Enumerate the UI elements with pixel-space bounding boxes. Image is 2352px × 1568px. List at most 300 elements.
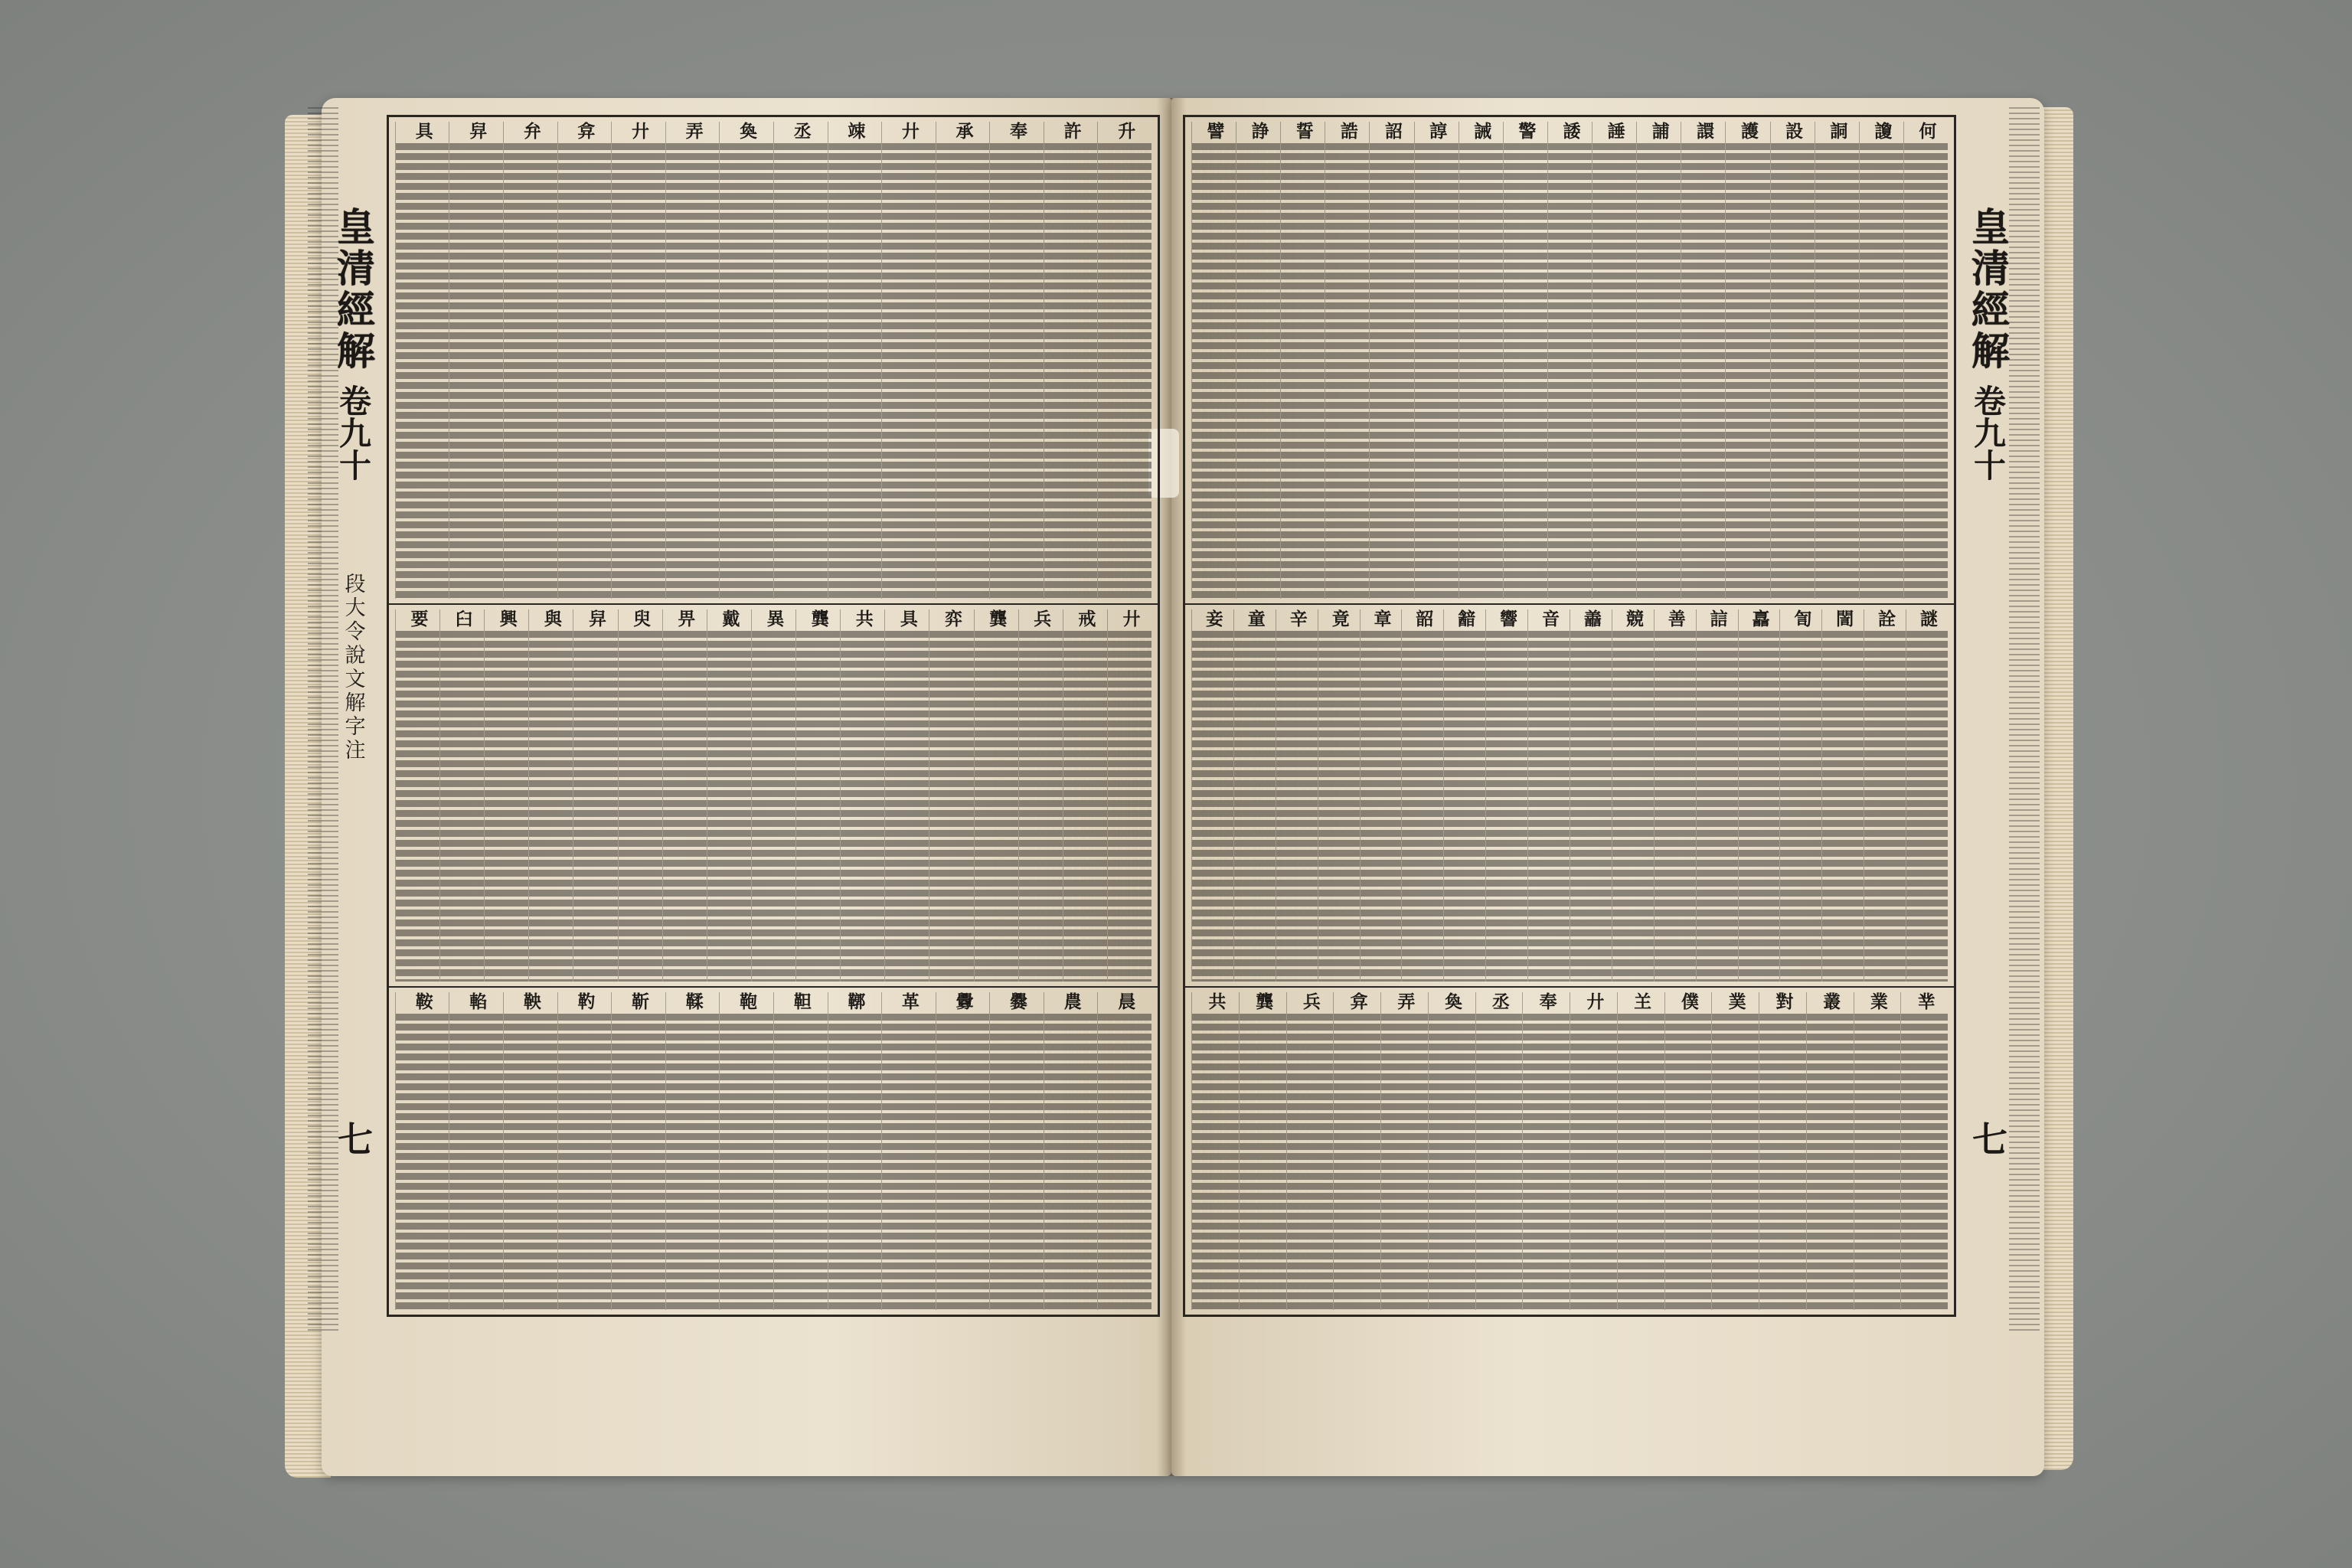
commentary-text — [1681, 143, 1725, 599]
headword: 許 — [1060, 122, 1082, 140]
text-column — [1485, 609, 1527, 982]
text-column — [1681, 122, 1725, 599]
left-text-frame — [387, 115, 1160, 1317]
commentary-text — [720, 143, 773, 599]
commentary-text — [558, 143, 612, 599]
commentary-text — [882, 1014, 936, 1310]
text-column — [1725, 122, 1769, 599]
headword: 兵 — [1031, 609, 1052, 628]
headword: 晨 — [1115, 992, 1136, 1011]
text-column — [1443, 609, 1485, 982]
right-text-frame — [1183, 115, 1956, 1317]
commentary-text — [1807, 1014, 1854, 1310]
text-band-upper — [1185, 117, 1954, 603]
headword: 竦 — [844, 122, 866, 140]
headword: 誡 — [1471, 122, 1492, 140]
text-column — [1333, 992, 1380, 1310]
right-margin-header — [1960, 115, 2015, 1317]
text-column — [989, 992, 1044, 1310]
text-column — [884, 609, 929, 982]
commentary-text — [1739, 631, 1780, 982]
text-band-middle — [389, 603, 1158, 986]
commentary-text — [1504, 143, 1547, 599]
text-column — [1503, 122, 1547, 599]
commentary-text — [1759, 1014, 1806, 1310]
commentary-text — [1637, 143, 1681, 599]
headword: 弄 — [682, 122, 704, 140]
headword: 龔 — [808, 609, 829, 628]
commentary-text — [612, 143, 665, 599]
text-column — [1236, 122, 1280, 599]
headword: 諉 — [1560, 122, 1581, 140]
headword: 奐 — [1442, 992, 1463, 1011]
commentary-text — [449, 143, 503, 599]
commentary-text — [666, 1014, 720, 1310]
commentary-text — [1276, 631, 1318, 982]
text-column — [1547, 122, 1592, 599]
headword: 靮 — [574, 992, 596, 1011]
headword: 鞣 — [682, 992, 704, 1011]
text-column — [665, 122, 720, 599]
commentary-text — [1236, 143, 1280, 599]
text-column — [618, 609, 662, 982]
headword: 弁 — [520, 122, 541, 140]
text-column — [484, 609, 528, 982]
text-column — [1711, 992, 1759, 1310]
commentary-text — [774, 143, 828, 599]
commentary-text — [612, 1014, 665, 1310]
headword: 警 — [1515, 122, 1537, 140]
text-column — [449, 992, 503, 1310]
headword: 龔 — [1253, 992, 1274, 1011]
commentary-text — [1281, 143, 1325, 599]
commentary-text — [1780, 631, 1821, 982]
commentary-text — [975, 631, 1018, 982]
commentary-text — [1318, 631, 1360, 982]
text-column — [1527, 609, 1570, 982]
text-column — [662, 609, 707, 982]
commentary-text — [1429, 1014, 1475, 1310]
commentary-text — [440, 631, 484, 982]
text-column — [929, 609, 973, 982]
text-column — [1903, 122, 1948, 599]
text-column — [1821, 609, 1864, 982]
headword: 具 — [897, 609, 918, 628]
commentary-text — [1370, 143, 1413, 599]
commentary-text — [1459, 143, 1503, 599]
headword: 諈 — [1604, 122, 1625, 140]
commentary-text — [1822, 631, 1864, 982]
commentary-text — [1815, 143, 1859, 599]
commentary-text — [1334, 1014, 1380, 1310]
text-column — [1276, 609, 1318, 982]
commentary-text — [619, 631, 662, 982]
left-margin-header — [325, 115, 381, 1317]
headword: 舁 — [585, 609, 606, 628]
commentary-text — [1381, 1014, 1428, 1310]
headword: 承 — [952, 122, 974, 140]
commentary-text — [1612, 631, 1654, 982]
volume-label: 卷九十 — [1969, 384, 2007, 481]
commentary-text — [1771, 143, 1815, 599]
headword: 丞 — [790, 122, 812, 140]
commentary-text — [1864, 631, 1906, 982]
text-column — [395, 992, 449, 1310]
text-column — [1859, 122, 1903, 599]
headword: 章 — [1370, 609, 1392, 628]
commentary-text — [774, 1014, 828, 1310]
text-column — [840, 609, 884, 982]
headword: 共 — [852, 609, 874, 628]
headword: 廾 — [1583, 992, 1605, 1011]
headword: 臾 — [630, 609, 652, 628]
book-title: 皇清經解 — [1965, 207, 2011, 372]
commentary-text — [1415, 143, 1459, 599]
headword: 廾 — [898, 122, 920, 140]
headword: 異 — [763, 609, 785, 628]
commentary-text — [990, 143, 1044, 599]
commentary-text — [1618, 1014, 1664, 1310]
headword: 釁 — [952, 992, 974, 1011]
headword: 讂 — [1871, 122, 1893, 140]
headword: 韽 — [1455, 609, 1476, 628]
commentary-text — [529, 631, 573, 982]
headword: 弄 — [1394, 992, 1416, 1011]
text-column — [557, 122, 612, 599]
text-column — [1401, 609, 1443, 982]
text-column — [1380, 992, 1428, 1310]
headword: 叢 — [1820, 992, 1841, 1011]
text-column — [611, 122, 665, 599]
text-column — [1233, 609, 1276, 982]
headword: 詷 — [1827, 122, 1848, 140]
commentary-text — [796, 631, 840, 982]
headword: 何 — [1916, 122, 1937, 140]
headword: 𦍌 — [1631, 992, 1652, 1011]
commentary-text — [1044, 1014, 1098, 1310]
commentary-text — [929, 631, 973, 982]
text-column — [439, 609, 484, 982]
commentary-text — [1548, 143, 1592, 599]
text-column — [1779, 609, 1821, 982]
text-column — [1428, 992, 1475, 1310]
text-column — [503, 122, 557, 599]
text-column — [1414, 122, 1459, 599]
headword: 升 — [1115, 122, 1136, 140]
headword: 菐 — [1725, 992, 1746, 1011]
text-column — [989, 122, 1044, 599]
commentary-text — [1192, 631, 1233, 982]
text-column — [449, 122, 503, 599]
text-column — [1044, 122, 1098, 599]
commentary-text — [1098, 1014, 1152, 1310]
commentary-text — [1901, 1014, 1948, 1310]
headword: 弇 — [574, 122, 596, 140]
commentary-text — [573, 631, 617, 982]
commentary-text — [663, 631, 707, 982]
text-column — [1806, 992, 1854, 1310]
headword: 響 — [1497, 609, 1518, 628]
text-column — [395, 122, 449, 599]
book-title: 皇清經解 — [331, 207, 376, 372]
commentary-text — [396, 1014, 449, 1310]
headword: 辛 — [1286, 609, 1308, 628]
text-column — [828, 122, 882, 599]
volume-label: 卷九十 — [335, 384, 372, 481]
commentary-text — [1655, 631, 1696, 982]
headword: 設 — [1782, 122, 1804, 140]
headword: 興 — [496, 609, 518, 628]
text-column — [1107, 609, 1152, 982]
headword: 弇 — [1347, 992, 1368, 1011]
text-column — [1612, 609, 1654, 982]
headword: 臼 — [452, 609, 473, 628]
headword: 靳 — [629, 992, 649, 1011]
headword: 譱 — [1580, 609, 1602, 628]
commentary-text — [1570, 1014, 1617, 1310]
headword: 僕 — [1677, 992, 1699, 1011]
headword: 詮 — [1875, 609, 1896, 628]
text-column — [1696, 609, 1738, 982]
text-band-middle — [1185, 603, 1954, 986]
headword: 妾 — [1202, 609, 1223, 628]
commentary-text — [1108, 631, 1152, 982]
text-column — [795, 609, 840, 982]
commentary-text — [1860, 143, 1903, 599]
headword: 農 — [1060, 992, 1082, 1011]
text-column — [1097, 122, 1152, 599]
headword: 音 — [1539, 609, 1560, 628]
commentary-text — [396, 631, 439, 982]
headword: 譬 — [1204, 122, 1225, 140]
text-column — [1475, 992, 1523, 1310]
headword: 鞍 — [412, 992, 433, 1011]
commentary-text — [1570, 631, 1612, 982]
headword: 龔 — [986, 609, 1008, 628]
headword: 畀 — [675, 609, 696, 628]
text-column — [1280, 122, 1325, 599]
commentary-text — [1697, 631, 1738, 982]
commentary-text — [1904, 143, 1948, 599]
commentary-text — [1287, 1014, 1334, 1310]
text-column — [1191, 609, 1233, 982]
commentary-text — [1528, 631, 1570, 982]
text-column — [1654, 609, 1696, 982]
headword: 詔 — [1381, 122, 1403, 140]
headword: 弈 — [941, 609, 962, 628]
commentary-text — [504, 143, 557, 599]
text-column — [503, 992, 557, 1310]
commentary-text — [1044, 143, 1098, 599]
text-column — [1854, 992, 1901, 1310]
commentary-text — [1192, 1014, 1239, 1310]
commentary-text — [504, 1014, 557, 1310]
headword: 業 — [1867, 992, 1888, 1011]
page-number: 七 — [332, 1121, 374, 1156]
commentary-text — [1098, 143, 1152, 599]
text-column — [1325, 122, 1369, 599]
headword: 具 — [412, 122, 433, 140]
text-column — [1664, 992, 1712, 1310]
text-column — [1636, 122, 1681, 599]
text-column — [936, 992, 990, 1310]
headword: 譞 — [1693, 122, 1714, 140]
commentary-text — [828, 1014, 882, 1310]
headword: 誩 — [1707, 609, 1728, 628]
headword: 靼 — [790, 992, 812, 1011]
headword: 誓 — [1292, 122, 1314, 140]
commentary-text — [1063, 631, 1107, 982]
headword: 舁 — [466, 122, 488, 140]
headword: 善 — [1664, 609, 1686, 628]
commentary-text — [1486, 631, 1527, 982]
headword: 廾 — [629, 122, 649, 140]
headword: 戴 — [719, 609, 740, 628]
text-column — [1900, 992, 1948, 1310]
commentary-text — [1726, 143, 1769, 599]
headword: 輡 — [466, 992, 488, 1011]
text-column — [1815, 122, 1859, 599]
commentary-text — [936, 143, 990, 599]
text-column — [1592, 122, 1636, 599]
headword: 爨 — [1007, 992, 1028, 1011]
commentary-text — [720, 1014, 773, 1310]
headword: 竟 — [1328, 609, 1350, 628]
commentary-text — [841, 631, 884, 982]
commentary-text — [1523, 1014, 1570, 1310]
commentary-text — [1854, 1014, 1901, 1310]
text-column — [881, 122, 936, 599]
headword: 革 — [898, 992, 920, 1011]
commentary-text — [1402, 631, 1443, 982]
headword: 對 — [1772, 992, 1794, 1011]
headword: 謎 — [1917, 609, 1939, 628]
commentary-text — [1906, 631, 1948, 982]
commentary-text — [1712, 1014, 1759, 1310]
text-column — [1570, 992, 1617, 1310]
headword: 戒 — [1075, 609, 1096, 628]
commentary-text — [828, 143, 882, 599]
text-column — [1044, 992, 1098, 1310]
text-column — [1191, 992, 1239, 1310]
headword: 誥 — [1337, 122, 1358, 140]
text-column — [1063, 609, 1107, 982]
section-title: 段大令說文解字注 — [341, 573, 365, 763]
text-band-upper — [389, 117, 1158, 603]
headword: 奉 — [1536, 992, 1557, 1011]
text-column — [719, 992, 773, 1310]
commentary-text — [1592, 143, 1636, 599]
text-column — [528, 609, 573, 982]
text-band-lower — [1185, 986, 1954, 1315]
headword: 誾 — [1833, 609, 1854, 628]
text-column — [395, 609, 439, 982]
text-column — [1018, 609, 1063, 982]
text-column — [665, 992, 720, 1310]
headword: 與 — [541, 609, 562, 628]
headword: 訇 — [1791, 609, 1812, 628]
headword: 奉 — [1007, 122, 1028, 140]
text-column — [1522, 992, 1570, 1310]
commentary-text — [1665, 1014, 1712, 1310]
text-column — [1570, 609, 1612, 982]
headword: 奐 — [737, 122, 758, 140]
text-column — [1770, 122, 1815, 599]
text-column — [936, 122, 990, 599]
commentary-text — [449, 1014, 503, 1310]
text-column — [751, 609, 795, 982]
headword: 丞 — [1488, 992, 1510, 1011]
page-number: 七 — [1967, 1121, 2008, 1156]
commentary-text — [885, 631, 929, 982]
commentary-text — [558, 1014, 612, 1310]
headword: 共 — [1205, 992, 1227, 1011]
text-column — [881, 992, 936, 1310]
headword: 競 — [1622, 609, 1644, 628]
commentary-text — [882, 143, 936, 599]
headword: 護 — [1737, 122, 1759, 140]
text-column — [1239, 992, 1286, 1310]
headword: 鞹 — [844, 992, 866, 1011]
text-column — [1738, 609, 1780, 982]
text-column — [719, 122, 773, 599]
text-column — [1759, 992, 1806, 1310]
text-column — [707, 609, 751, 982]
text-column — [974, 609, 1018, 982]
headword: 鞄 — [737, 992, 758, 1011]
text-column — [1864, 609, 1906, 982]
text-column — [557, 992, 612, 1310]
commentary-text — [1361, 631, 1402, 982]
commentary-text — [990, 1014, 1044, 1310]
headword: 兵 — [1299, 992, 1321, 1011]
text-column — [1097, 992, 1152, 1310]
commentary-text — [1444, 631, 1485, 982]
commentary-text — [1240, 1014, 1286, 1310]
book-gutter — [1156, 98, 1187, 1476]
commentary-text — [396, 143, 449, 599]
text-column — [1191, 122, 1236, 599]
commentary-text — [707, 631, 751, 982]
text-column — [1360, 609, 1402, 982]
commentary-text — [1476, 1014, 1523, 1310]
commentary-text — [1019, 631, 1063, 982]
commentary-text — [485, 631, 528, 982]
headword: 誧 — [1648, 122, 1670, 140]
commentary-text — [1192, 143, 1236, 599]
text-column — [1617, 992, 1664, 1310]
headword: 韶 — [1413, 609, 1434, 628]
headword: 廾 — [1119, 609, 1141, 628]
text-column — [1906, 609, 1948, 982]
commentary-text — [1325, 143, 1369, 599]
headword: 諄 — [1426, 122, 1448, 140]
text-column — [773, 992, 828, 1310]
commentary-text — [666, 143, 720, 599]
headword: 要 — [407, 609, 429, 628]
text-column — [1459, 122, 1503, 599]
headword: 譶 — [1749, 609, 1770, 628]
text-column — [773, 122, 828, 599]
commentary-text — [752, 631, 795, 982]
commentary-text — [1234, 631, 1276, 982]
text-column — [611, 992, 665, 1310]
text-column — [1318, 609, 1360, 982]
text-column — [573, 609, 617, 982]
headword: 鞅 — [520, 992, 541, 1011]
headword: 諍 — [1248, 122, 1269, 140]
text-column — [1369, 122, 1413, 599]
